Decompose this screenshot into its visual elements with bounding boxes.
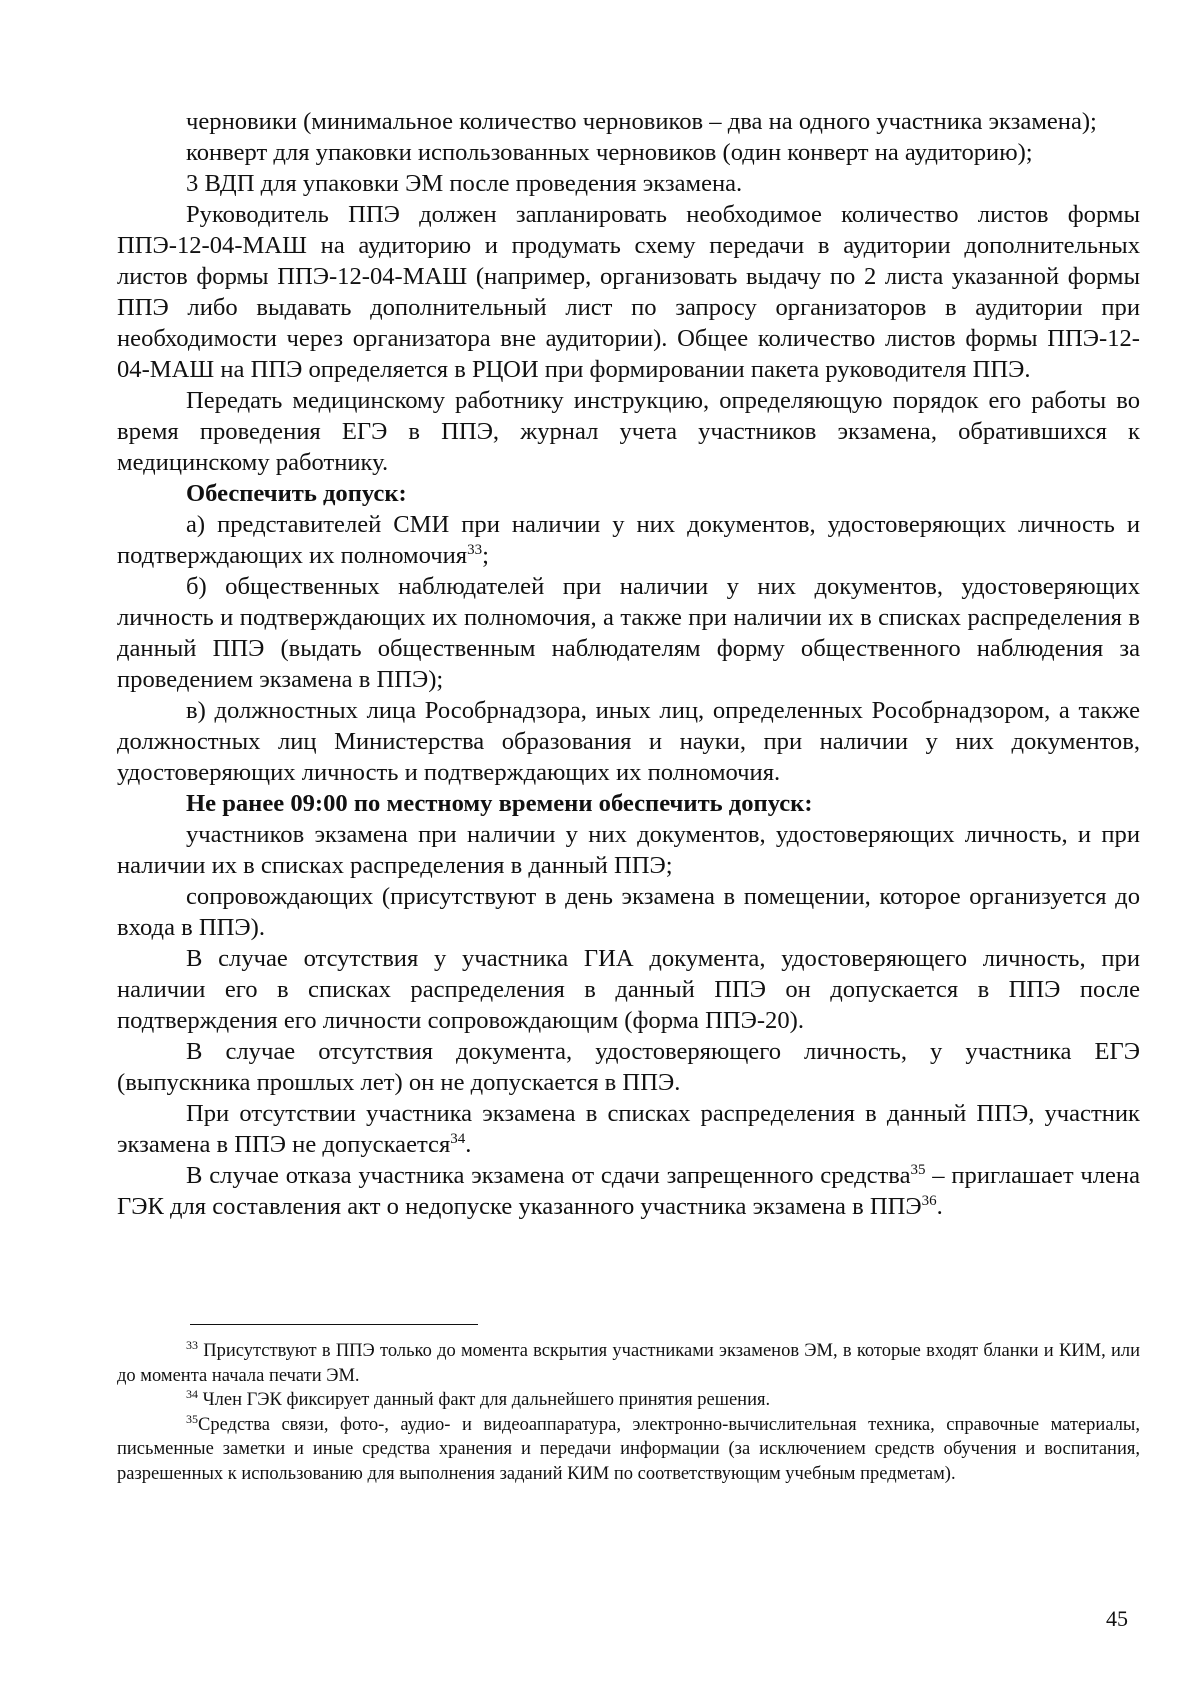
- footnote-ref-35: 35: [910, 1161, 926, 1178]
- paragraph-participants: участников экзамена при наличии у них документов, удостоверяющих личность, и при наличии их в списках распределения в данный ППЭ;: [117, 821, 1140, 879]
- paragraph-escorts: сопровождающих (присутствуют в день экзамена в помещении, которое организуется до входа в ППЭ).: [117, 883, 1140, 941]
- footnote-number: 33: [186, 1337, 198, 1352]
- page-number: 45: [1106, 1606, 1128, 1631]
- paragraph-refusal-text-b: – приглашает члена ГЭК для составления акт о недопуске указанного участника экзамена в ППЭ: [117, 1162, 1140, 1220]
- paragraph-refusal-tail: .: [936, 1193, 943, 1220]
- paragraph-vdp: 3 ВДП для упаковки ЭМ после проведения экзамена.: [186, 170, 743, 197]
- heading-admission: Обеспечить допуск:: [186, 480, 407, 507]
- paragraph-no-document-ege: В случае отсутствия документа, удостоверяющего личность, у участника ЕГЭ (выпускника прошлых лет) он не допускается в ППЭ.: [117, 1038, 1140, 1096]
- footnote-ref-33: 33: [467, 541, 483, 558]
- footnote-separator: [190, 1324, 478, 1325]
- paragraph-refusal-text-a: В случае отказа участника экзамена от сдачи запрещенного средства: [186, 1162, 911, 1189]
- footnote-35: [117, 1413, 1140, 1487]
- footnote-number: 34: [186, 1386, 198, 1401]
- paragraph-envelope: конверт для упаковки использованных черновиков (один конверт на аудиторию);: [186, 139, 1033, 166]
- paragraph-no-document-gia: В случае отсутствия у участника ГИА документа, удостоверяющего личность, при наличии его в списках распределения в данный ППЭ он допускается в ППЭ после подтверждения его личности сопровождающим (форма ППЭ-20).: [117, 945, 1140, 1034]
- paragraph-media: [117, 509, 1140, 571]
- heading-admission-time: Не ранее 09:00 по местному времени обеспечить допуск:: [186, 790, 813, 817]
- paragraph-refusal: [117, 1160, 1140, 1222]
- footnote-34: [117, 1388, 1140, 1413]
- paragraph-media-text: а) представителей СМИ при наличии у них документов, удостоверяющих личность и подтверждающих их полномочия: [117, 511, 1140, 569]
- paragraph-not-in-lists: [117, 1098, 1140, 1160]
- paragraph-observers: б) общественных наблюдателей при наличии у них документов, удостоверяющих личность и подтверждающих их полномочия, а также при наличии их в списках распределения в данный ППЭ (выдать общественным наблюдателям форму общественного наблюдения за проведением экзамена в ППЭ);: [117, 573, 1140, 693]
- footnote-text: Средства связи, фото-, аудио- и видеоаппаратура, электронно-вычислительная техника, справочные материалы, письменные заметки и иные средства хранения и передачи информации (за исключением средств обучения и воспитания, разрешенных к использованию для выполнения заданий КИМ по соответствующим учебным предметам).: [117, 1414, 1140, 1484]
- footnote-33: [117, 1339, 1140, 1388]
- footnote-ref-36: 36: [921, 1192, 937, 1209]
- footnotes: [117, 1339, 1140, 1486]
- footnote-text: Член ГЭК фиксирует данный факт для дальнейшего принятия решения.: [198, 1390, 771, 1410]
- footnote-number: 35: [186, 1411, 198, 1426]
- paragraph-medical-worker: Передать медицинскому работнику инструкцию, определяющую порядок его работы во время проведения ЕГЭ в ППЭ, журнал учета участников экзамена, обратившихся к медицинскому работнику.: [117, 387, 1140, 476]
- paragraph-forms-planning: Руководитель ППЭ должен запланировать необходимое количество листов формы ППЭ-12-04-МАШ на аудиторию и продумать схему передачи в аудитории дополнительных листов формы ППЭ-12-04-МАШ (например, организовать выдачу по 2 листа указанной формы ППЭ либо выдавать дополнительный лист по запросу организаторов в аудитории при необходимости через организатора вне аудитории). Общее количество листов формы ППЭ-12-04-МАШ на ППЭ определяется в РЦОИ при формировании пакета руководителя ППЭ.: [117, 201, 1140, 383]
- paragraph-drafts: черновики (минимальное количество черновиков – два на одного участника экзамена);: [186, 108, 1097, 135]
- document-body: [117, 106, 1140, 1222]
- paragraph-not-in-lists-tail: .: [465, 1131, 472, 1158]
- paragraph-officials: в) должностных лица Рособрнадзора, иных лиц, определенных Рособрнадзором, а также должностных лиц Министерства образования и науки, при наличии у них документов, удостоверяющих личность и подтверждающих их полномочия.: [117, 697, 1140, 786]
- footnote-text: Присутствуют в ППЭ только до момента вскрытия участниками экзаменов ЭМ, в которые входят бланки и КИМ, или до момента начала печати ЭМ.: [117, 1341, 1140, 1386]
- footnote-ref-34: 34: [450, 1130, 466, 1147]
- paragraph-media-tail: ;: [482, 542, 489, 569]
- paragraph-not-in-lists-text: При отсутствии участника экзамена в списках распределения в данный ППЭ, участник экзамена в ППЭ не допускается: [117, 1100, 1140, 1158]
